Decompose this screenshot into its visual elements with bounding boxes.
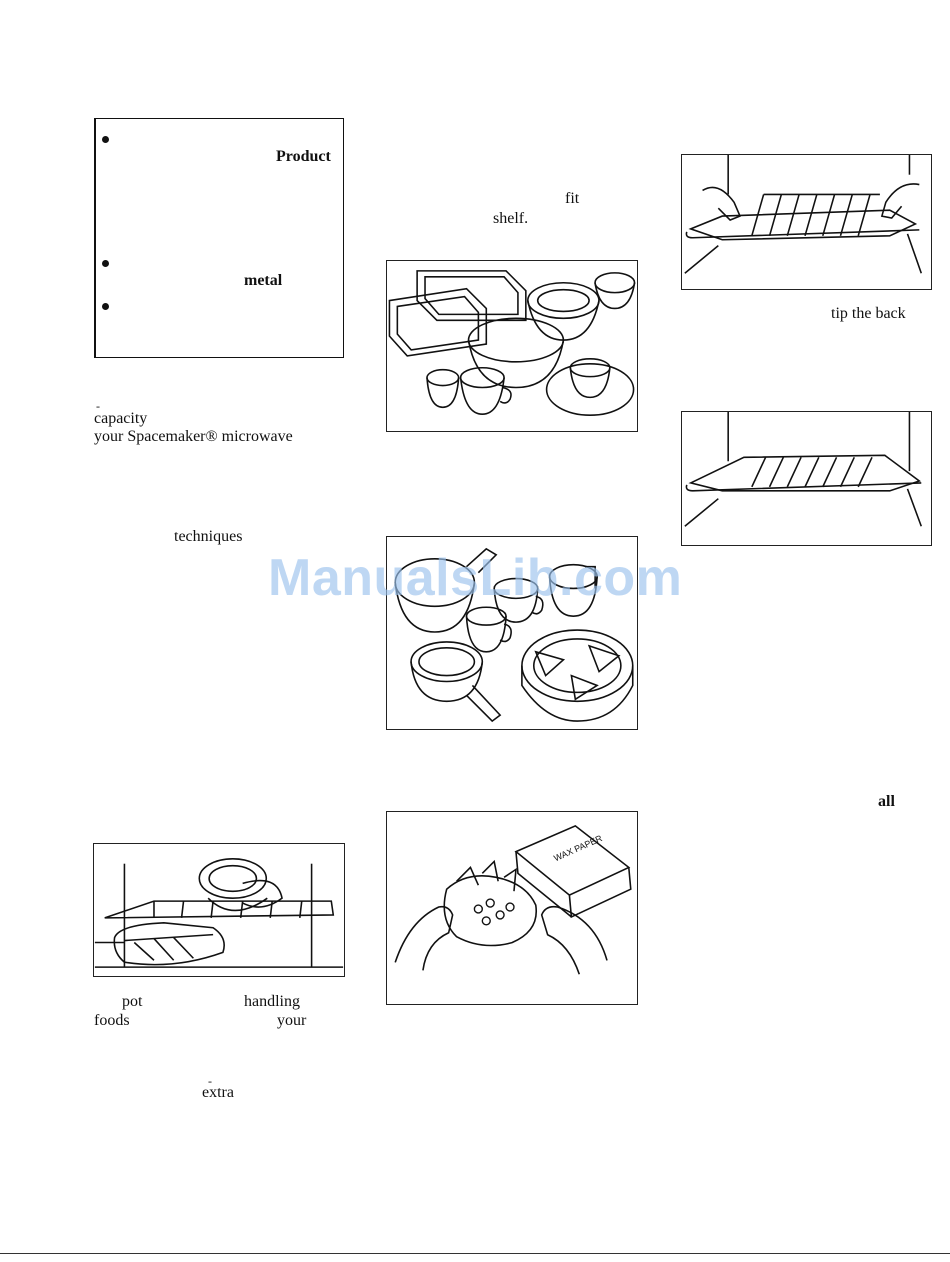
caption-handling-word: handling — [244, 993, 300, 1010]
note-product-word: Product — [276, 148, 331, 165]
watermark: ManualsLib.com — [268, 549, 683, 607]
wax-paper-illustration — [387, 812, 637, 1004]
fit-word: fit — [565, 190, 580, 207]
rack-level-figure — [681, 411, 932, 546]
spacemaker-line: your Spacemaker® microwave — [94, 428, 293, 445]
shelf-word: shelf. — [493, 210, 529, 227]
glass-dishes-illustration — [387, 261, 637, 431]
capacity-word: capacity — [94, 410, 148, 427]
caption-foods-word: foods — [94, 1012, 130, 1029]
all-word: all — [878, 793, 895, 810]
rack-tilt-figure — [681, 154, 932, 290]
shelf-dish-figure — [93, 843, 345, 977]
extra-word: extra — [202, 1084, 234, 1101]
note-box — [94, 118, 344, 358]
note-metal-word: metal — [244, 272, 283, 289]
caption-pot-word: pot — [122, 993, 143, 1010]
techniques-word: techniques — [174, 528, 243, 545]
caption-your-word: your — [277, 1012, 307, 1029]
bullet-3 — [102, 303, 109, 310]
footer-rule — [0, 1253, 950, 1254]
bullet-2 — [102, 260, 109, 267]
tick-mark: - — [96, 399, 100, 413]
rack-tilt-illustration — [682, 155, 931, 289]
tick-mark-extra: - — [208, 1074, 212, 1088]
rack-level-illustration — [682, 412, 931, 545]
tip-the-back-phrase: tip the back — [831, 305, 906, 322]
glass-dishes-figure — [386, 260, 638, 432]
wax-paper-figure — [386, 811, 638, 1005]
bullet-1 — [102, 136, 109, 143]
wax-paper-label: WAX PAPER — [552, 833, 604, 864]
shelf-dish-illustration — [94, 844, 344, 976]
